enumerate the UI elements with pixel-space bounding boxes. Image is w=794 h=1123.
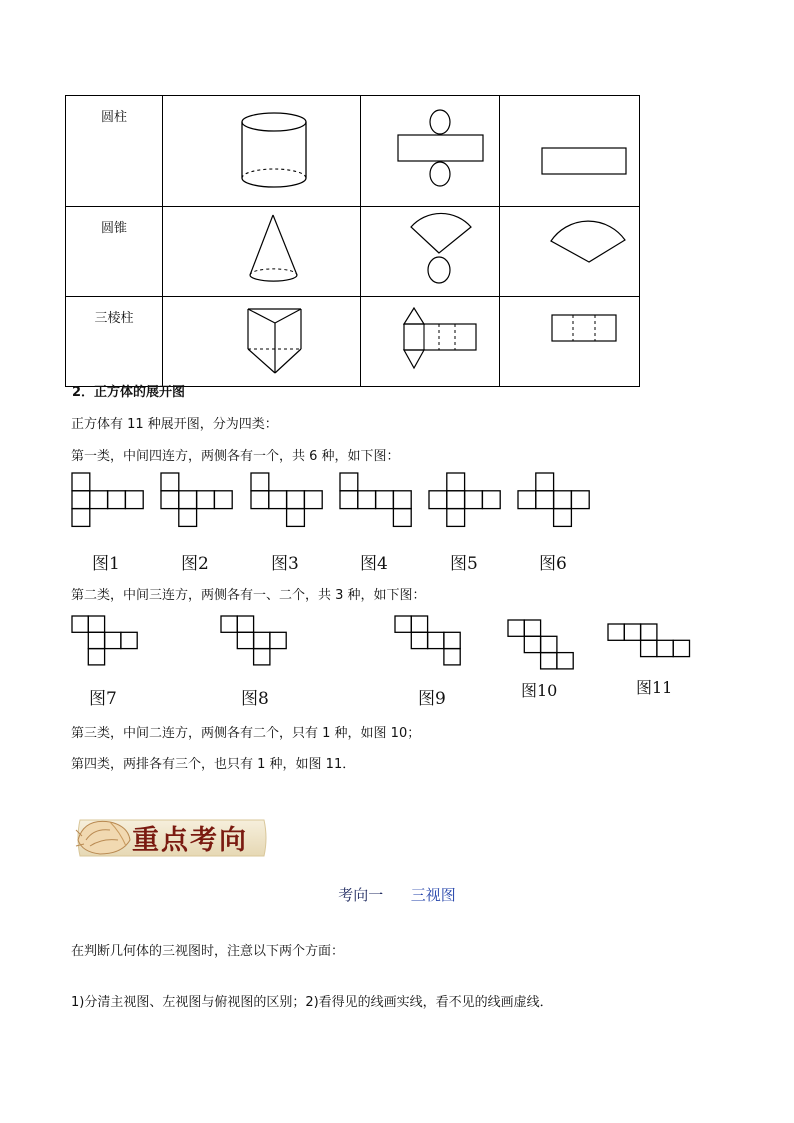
- cylinder-lateral-cell: [500, 96, 640, 207]
- class3-text: 第三类，中间二连方，两侧各有二个，只有 1 种，如图 10；: [71, 726, 421, 741]
- net-square: [90, 491, 108, 509]
- net-square: [536, 491, 554, 509]
- net-square: [179, 491, 197, 509]
- net-square: [72, 509, 90, 527]
- net-square: [518, 491, 536, 509]
- prism-net-cell: [361, 297, 500, 387]
- cube-net-7: [72, 616, 137, 665]
- net-square: [214, 491, 232, 509]
- net-square: [554, 509, 572, 527]
- prism-solid-figure: [163, 297, 360, 382]
- net-square: [105, 632, 121, 648]
- cone-solid-cell: [163, 207, 361, 297]
- net-square: [541, 636, 557, 652]
- net-square: [571, 491, 589, 509]
- prism-solid-cell: [163, 297, 361, 387]
- row-label-cone: 圆锥: [66, 207, 163, 297]
- cube-net-4: [340, 473, 411, 526]
- body-paragraph-2: 1)分清主视图、左视图与俯视图的区别；2)看得见的线画实线，看不见的线画虚线．: [71, 995, 553, 1010]
- net-square: [125, 491, 143, 509]
- net-square: [221, 616, 237, 632]
- net-square: [251, 473, 269, 491]
- cylinder-net-cell: [361, 96, 500, 207]
- net-square: [108, 491, 126, 509]
- cube-net-8: [221, 616, 286, 665]
- banner-text: 重点考向: [132, 825, 248, 856]
- net-square: [340, 491, 358, 509]
- net-square: [444, 632, 460, 648]
- net-square: [429, 491, 447, 509]
- cube-net-11: [608, 624, 690, 657]
- net-square: [237, 616, 253, 632]
- cube-net-6: [518, 473, 589, 526]
- net-square: [395, 616, 411, 632]
- net-square: [376, 491, 394, 509]
- section-title-part2: 三视图: [410, 886, 456, 904]
- section-heading: 2．正方体的展开图: [72, 385, 186, 400]
- figure-label-4: 图4: [360, 554, 388, 574]
- net-square: [444, 649, 460, 665]
- net-square: [287, 509, 305, 527]
- net-square: [557, 653, 573, 669]
- net-square: [254, 649, 270, 665]
- cube-net-10: [508, 620, 573, 669]
- net-square: [447, 509, 465, 527]
- net-square: [411, 632, 427, 648]
- cone-solid-figure: [163, 207, 360, 292]
- net-square: [88, 632, 104, 648]
- net-square: [72, 473, 90, 491]
- cube-nets-row1: [0, 460, 794, 540]
- class2-text: 第二类，中间三连方，两侧各有一、二个，共 3 种，如下图：: [71, 588, 426, 603]
- net-square: [251, 491, 269, 509]
- cylinder-solid-figure: [163, 96, 360, 202]
- net-square: [161, 473, 179, 491]
- figure-label-1: 图1: [92, 554, 120, 574]
- prism-lateral-cell: [500, 297, 640, 387]
- figure-label-8: 图8: [241, 689, 269, 709]
- solids-table: [65, 95, 640, 387]
- net-square: [428, 632, 444, 648]
- net-square: [524, 620, 540, 636]
- cylinder-solid-cell: [163, 96, 361, 207]
- figure-label-9: 图9: [418, 689, 446, 709]
- figure-label-5: 图5: [450, 554, 478, 574]
- net-square: [536, 473, 554, 491]
- net-square: [88, 616, 104, 632]
- net-square: [641, 624, 657, 640]
- key-direction-banner: [74, 812, 270, 864]
- cube-net-1: [72, 473, 143, 526]
- section-title: [0, 884, 794, 905]
- net-square: [269, 491, 287, 509]
- net-square: [393, 491, 411, 509]
- net-square: [608, 624, 624, 640]
- net-square: [624, 624, 640, 640]
- net-square: [508, 620, 524, 636]
- net-square: [179, 509, 197, 527]
- net-square: [641, 640, 657, 656]
- prism-lateral-figure: [500, 297, 639, 382]
- net-square: [72, 616, 88, 632]
- net-square: [657, 640, 673, 656]
- net-square: [88, 649, 104, 665]
- cube-nets-row2: [0, 610, 794, 680]
- class1-text: 第一类，中间四连方，两侧各有一个，共 6 种，如下图：: [71, 449, 400, 464]
- net-square: [554, 491, 572, 509]
- cone-lateral-cell: [500, 207, 640, 297]
- net-square: [411, 616, 427, 632]
- cone-net-figure: [361, 207, 499, 292]
- figure-label-2: 图2: [181, 554, 209, 574]
- net-square: [482, 491, 500, 509]
- cube-net-5: [429, 473, 500, 526]
- net-square: [197, 491, 215, 509]
- row-label-cylinder: 圆柱: [66, 96, 163, 207]
- cone-net-cell: [361, 207, 500, 297]
- figure-label-6: 图6: [539, 554, 567, 574]
- net-square: [237, 632, 253, 648]
- body-paragraph-1: 在判断几何体的三视图时，注意以下两个方面：: [71, 944, 345, 959]
- net-square: [541, 653, 557, 669]
- net-square: [254, 632, 270, 648]
- cylinder-net-figure: [361, 96, 499, 202]
- conch-shell-icon: [74, 810, 132, 862]
- net-square: [121, 632, 137, 648]
- section-title-part1: 考向一: [338, 886, 384, 904]
- net-square: [465, 491, 483, 509]
- figure-label-11: 图11: [636, 678, 673, 697]
- net-square: [270, 632, 286, 648]
- net-square: [340, 473, 358, 491]
- net-square: [524, 636, 540, 652]
- net-square: [393, 509, 411, 527]
- net-square: [72, 491, 90, 509]
- prism-net-figure: [361, 297, 499, 382]
- net-square: [358, 491, 376, 509]
- class4-text: 第四类，两排各有三个，也只有 1 种，如图 11．: [71, 757, 356, 772]
- net-square: [447, 473, 465, 491]
- cube-net-2: [161, 473, 232, 526]
- cube-net-3: [251, 473, 322, 526]
- cylinder-lateral-figure: [500, 96, 639, 202]
- net-square: [304, 491, 322, 509]
- figure-label-3: 图3: [271, 554, 299, 574]
- net-square: [447, 491, 465, 509]
- cone-lateral-figure: [500, 207, 639, 292]
- net-square: [673, 640, 689, 656]
- row-label-prism: 三棱柱: [66, 297, 163, 387]
- intro-text: 正方体有 11 种展开图，分为四类：: [71, 417, 278, 432]
- figure-label-7: 图7: [89, 689, 117, 709]
- figure-label-10: 图10: [521, 681, 558, 700]
- net-square: [161, 491, 179, 509]
- net-square: [287, 491, 305, 509]
- cube-net-9: [395, 616, 460, 665]
